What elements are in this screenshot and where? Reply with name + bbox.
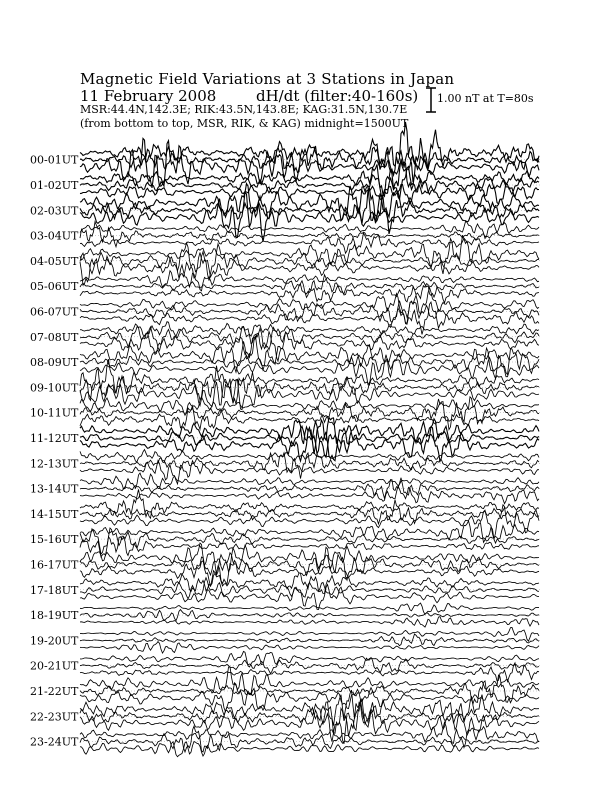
trace-rik [80,634,539,646]
trace-msr [80,543,539,575]
trace-msr [80,235,539,274]
row-label: 13-14UT [30,482,79,496]
trace-rik [80,547,539,580]
row-label: 20-21UT [30,659,79,673]
trace-msr [80,222,539,239]
trace-msr [80,603,539,614]
row-label: 05-06UT [30,280,79,294]
trace-msr [80,521,539,543]
trace-rik [80,397,539,430]
row-label: 06-07UT [30,305,79,319]
row-label: 17-18UT [30,583,79,597]
trace-order-note: (from bottom to top, MSR, RIK, & KAG) midnight=1500UT [80,117,409,130]
row-label: 00-01UT [30,153,79,167]
row-label: 19-20UT [30,634,79,648]
trace-kag [80,642,539,654]
row-label: 16-17UT [30,558,79,572]
scale-bar-label: 1.00 nT at T=80s [437,92,534,105]
row-label: 22-23UT [30,710,79,724]
row-label: 23-24UT [30,735,79,749]
trace-rik [80,675,539,704]
row-label: 18-19UT [30,609,79,623]
scale-bar [426,88,436,112]
row-label: 08-09UT [30,356,79,369]
trace-rik [80,610,539,621]
row-label: 01-02UT [30,179,79,192]
row-label: 15-16UT [30,533,79,547]
trace-kag [80,355,539,385]
row-label: 03-04UT [30,229,79,243]
trace-msr [80,573,539,594]
row-label: 14-15UT [30,507,79,521]
trace-kag [80,505,539,539]
row-label: 10-11UT [30,406,79,420]
trace-kag [80,703,539,744]
row-label: 09-10UT [30,381,79,395]
trace-kag [80,233,539,253]
trace-msr [80,651,539,667]
row-label: 07-08UT [30,330,79,344]
trace-kag [80,537,539,557]
chart-title: Magnetic Field Variations at 3 Stations in Japan [80,70,455,88]
station-coordinates: MSR:44.4N,142.3E; RIK:43.5N,143.8E; KAG:31.5N,130.7E [80,103,408,116]
chart-date: 11 February 2008 [80,87,217,105]
trace-kag [80,617,539,628]
trace-msr [80,473,539,489]
trace-rik [80,243,539,281]
trace-rik [80,528,539,554]
row-label: 11-12UT [30,431,79,445]
trace-rik [80,301,539,323]
hourly-traces [30,122,540,757]
trace-rik [80,500,539,524]
chart-quantity: dH/dt (filter:40-160s) [256,87,419,105]
row-label: 04-05UT [30,254,79,268]
trace-kag [80,585,539,610]
row-label: 02-03UT [30,204,79,218]
trace-kag [80,332,539,362]
trace-msr [80,336,539,372]
trace-msr [80,322,539,337]
row-label: 21-22UT [30,685,79,698]
trace-rik [80,167,539,200]
row-label: 12-13UT [30,457,79,471]
